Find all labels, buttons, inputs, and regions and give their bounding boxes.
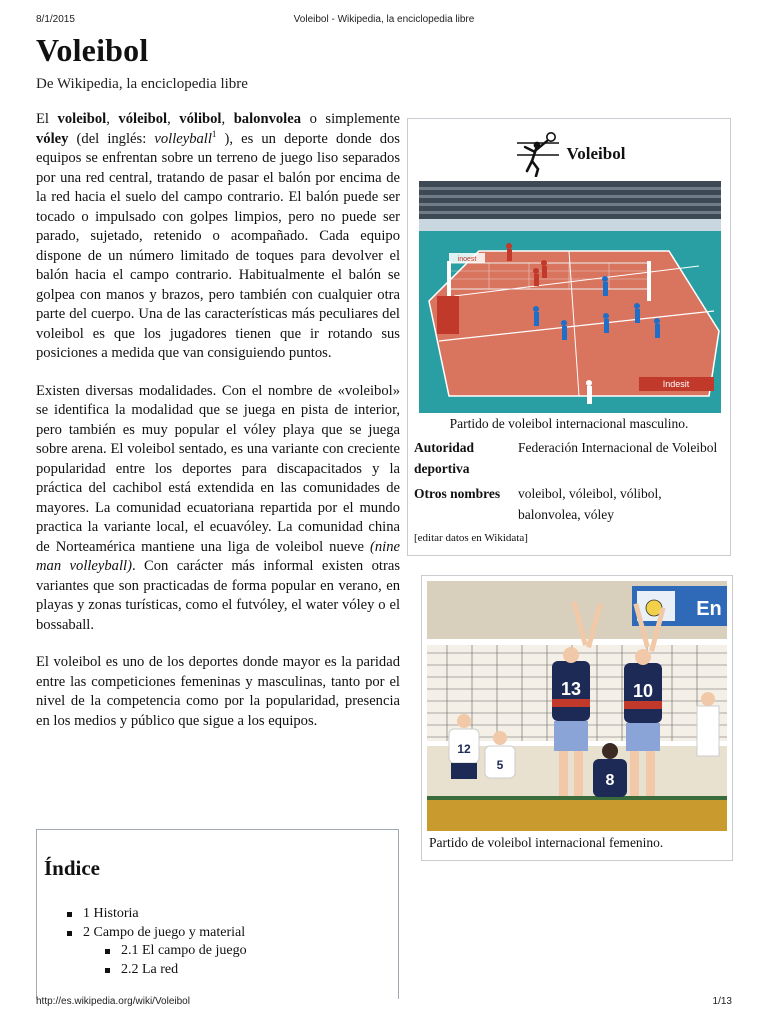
toc-item-campo-de-juego [67,924,247,980]
term-volleyball: volleyball [154,130,212,147]
infobox-value: voleibol, vóleibol, vólibol, balonvolea, vóley [518,486,662,522]
article-title: Voleibol [36,32,149,68]
edit-wikidata-link[interactable]: [editar datos en Wikidata] [414,532,528,544]
print-header [36,14,732,28]
mens-volleyball-photo[interactable] [419,181,721,413]
infobox-title: Voleibol [566,144,626,163]
infobox-row-authority [414,437,724,479]
volleyball-player-icon [513,131,563,177]
table-of-contents [36,829,399,999]
toc-title: Índice [44,856,101,880]
toc-sublist [83,942,247,979]
print-footer [36,996,732,1010]
mens-photo-caption: Partido de voleibol internacional masculino. [449,416,689,431]
toc-list [67,905,247,979]
womens-volleyball-figure [421,575,733,861]
toc-item-label[interactable]: 2 Campo de juego y material [83,924,246,940]
sponsor-banner: En [696,598,722,620]
jersey-number: 13 [560,679,582,699]
term-balonvolea: balonvolea [233,111,301,127]
infobox [407,118,731,556]
infobox-row-other-names [414,483,724,525]
jersey-number: 5 [496,758,504,772]
jersey-number: 12 [457,742,471,756]
toc-subitem-campo[interactable]: 2.1 El campo de juego [105,942,247,961]
print-page-number: 1/13 [712,996,732,1007]
infobox-header [408,131,730,177]
infobox-label: Autoridad deportiva [414,440,475,476]
toc-subitem-red[interactable]: 2.2 La red [105,961,247,980]
print-page-title: Voleibol - Wikipedia, la enciclopedia libre [293,14,475,25]
jersey-number: 8 [605,772,615,789]
article-body [36,110,400,749]
jersey-number: 10 [632,681,654,701]
toc-item-historia[interactable]: 1 Historia [67,905,247,924]
nine-man-term: (nine man volleyball) [36,538,400,574]
modalities-paragraph: Existen diversas modalidades. Con el nombre de «voleibol» se identifica la modalidad que se juega en pista de interior, pero también es muy popular el vóley playa que se juega sobre arena. El voleibol sentado, es una variante con creciente popularidad entre los deportes para discapacitados y la práctica del cachibol está extendida en las comunidades de mayores. La comunidad ecuatoriana repartida por el mundo practica la variante local, el ecuavóley. La comunidad china de Norteamérica mantiene una liga de voleibol nueve (nine man volleyball). Con carácter más informal existen otras variantes que son practicadas de forma popular en verano, en playas y zonas turísticas, como el futvóley, el water vóley o el bossaball. [36,382,400,633]
parity-paragraph: El voleibol es uno de los deportes donde mayor es la paridad entre las competiciones femeninas y masculinas, tanto por el nivel de la competencia como por la popularidad, presencia en los medios y público que sigue a los equipos. [36,654,400,729]
womens-volleyball-photo[interactable] [427,581,727,831]
term-voleibol: voleibol [57,111,107,127]
infobox-label: Otros nombres [414,486,501,501]
article-subtitle: De Wikipedia, la enciclopedia libre [36,76,248,92]
intro-paragraph: El voleibol, vóleibol, vólibol, balonvolea o simplemente vóley (del inglés: volleyball$^1$ ), es un deporte donde dos equipos se enfrentan sobre un terreno de juego liso separados por una red central, tratando de pasar el balón por encima de la red hacia el suelo del campo contrario. El balón puede ser tocado o impulsado con golpes limpios, pero no puede ser parado, sujetado, retenido o acompañado. Cada equipo dispone de un número limitado de toques para devolver el balón hacia el campo contrario. Habitualmente el balón se golpea con manos y brazos, pero también con cualquier otra parte del cuerpo. Una de las características más peculiares del voleibol es que los jugadores tienen que ir rotando sus posiciones a medida que van consiguiendo puntos. [36,111,401,361]
reference-link[interactable]: 1 [211,128,217,139]
court-banner-left: inoest [457,256,477,263]
print-date: 8/1/2015 [36,14,75,25]
term-voleibol-accent: vóleibol [118,111,168,127]
court-banner-right: Indesit [662,379,690,389]
print-url: http://es.wikipedia.org/wiki/Voleibol [36,996,190,1007]
term-voley: vóley [36,130,69,147]
term-volibol: vólibol [179,111,222,127]
infobox-value-link[interactable]: Federación Internacional de Voleibol [518,440,718,455]
womens-photo-caption: Partido de voleibol internacional femenino. [429,835,664,850]
